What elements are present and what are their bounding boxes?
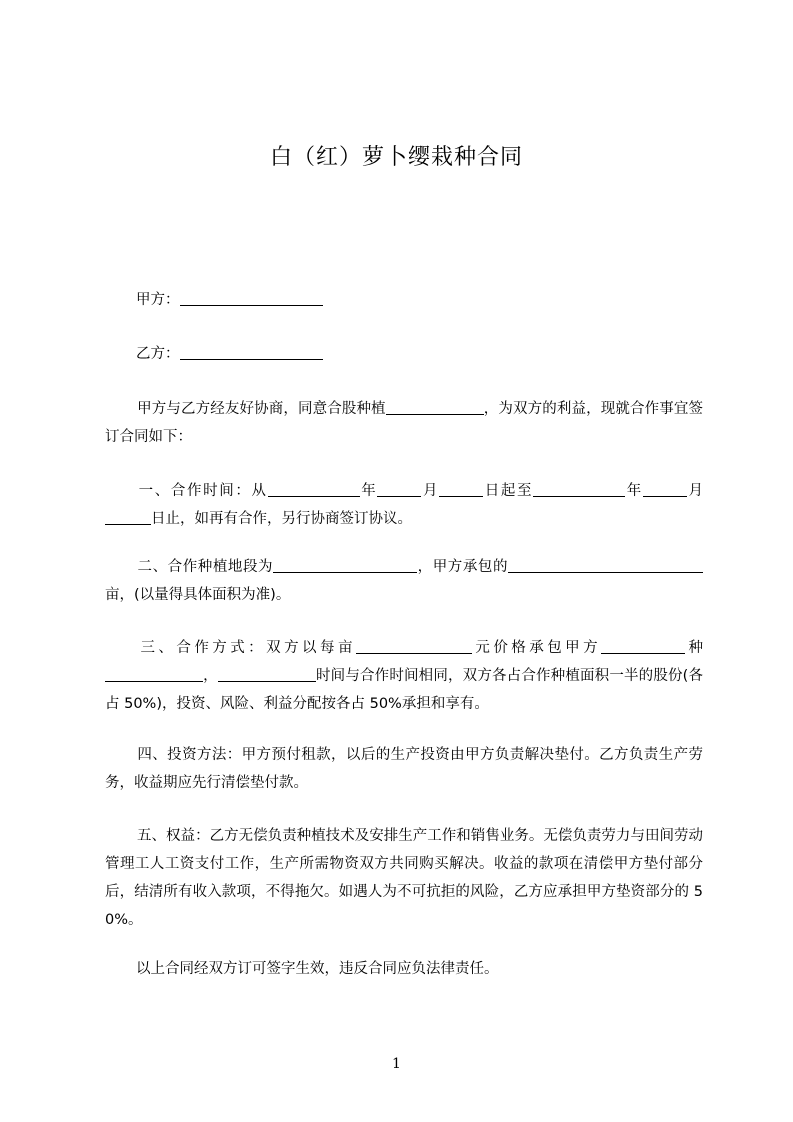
area-blank[interactable] (508, 556, 703, 573)
party-b-blank[interactable] (180, 343, 323, 360)
s1-end-text: 日止，如再有合作，另行协商签订协议。 (151, 511, 412, 527)
party-b-line (136, 340, 736, 368)
end-day-blank[interactable] (105, 508, 151, 525)
start-year-blank[interactable] (268, 480, 360, 497)
intro-text-b: ，为双方的利益，现就合作事宜签订合同如下： (105, 401, 704, 445)
s2-text-b: ，甲方承包的 (417, 559, 509, 575)
section-5 (105, 822, 703, 934)
crop-blank[interactable] (386, 398, 484, 415)
s3-label: 三、合作方式：双方以每亩 (137, 640, 356, 656)
s3-text-e: 时间与合作时间相同，双方各占合作种植面积一半的股份(各占 50%)，投资、风险、利益分配按各占 50%承担和享有。 (105, 668, 704, 712)
party-a-label: 甲方： (136, 292, 180, 308)
s2-label: 二、合作种植地段为 (137, 559, 274, 575)
s1-year2-unit: 年 (625, 483, 643, 499)
s1-month2-unit: 月 (686, 483, 703, 499)
end-month-blank[interactable] (643, 480, 687, 497)
party-b-label: 乙方： (136, 346, 180, 362)
s3-text-b: 元价格承包甲方 (471, 640, 602, 656)
s5-text: 五、权益：乙方无偿负责种植技术及安排生产工作和销售业务。无偿负责劳力与田间劳动管理工人工资支付工作，生产所需物资双方共同购买解决。收益的款项在清偿甲方垫付部分后，结清所有收入款项，不得拖欠。如遇人为不可抗拒的风险，乙方应承担甲方垫资部分的 50%。 (105, 828, 703, 928)
end-year-blank[interactable] (533, 480, 625, 497)
intro-paragraph (105, 395, 703, 451)
s1-year-unit: 年 (359, 483, 378, 499)
contract-blank[interactable] (601, 637, 685, 654)
term-blank[interactable] (218, 665, 316, 682)
price-blank[interactable] (356, 637, 472, 654)
party-a-blank[interactable] (180, 289, 323, 306)
section-3 (105, 634, 703, 718)
s3-text-d: ， (203, 668, 218, 684)
intro-text-a: 甲方与乙方经友好协商，同意合股种植 (137, 401, 386, 417)
section-2 (105, 553, 703, 609)
section-1 (105, 477, 703, 533)
s4-text: 四、投资方法：甲方预付租款，以后的生产投资由甲方负责解决垫付。乙方负责生产劳务，收益期应先行清偿垫付款。 (105, 747, 703, 791)
start-day-blank[interactable] (439, 480, 483, 497)
start-month-blank[interactable] (377, 480, 421, 497)
s2-text-c: 亩，(以量得具体面积为准)。 (105, 587, 291, 603)
page-number: 1 (392, 1056, 401, 1072)
s1-label: 一、合作时间：从 (137, 483, 268, 499)
s1-start-text: 日起至 (483, 483, 534, 499)
s1-month-unit: 月 (421, 483, 440, 499)
document-title: 白（红）萝卜缨栽种合同 (269, 145, 523, 170)
plot-location-blank[interactable] (273, 556, 417, 573)
s3-text-c: 种 (685, 640, 704, 656)
section-4 (105, 741, 703, 797)
party-a-line (136, 286, 736, 314)
crop-type-blank[interactable] (105, 665, 203, 682)
closing-line: 以上合同经双方订可签字生效，违反合同应负法律责任。 (136, 961, 499, 977)
